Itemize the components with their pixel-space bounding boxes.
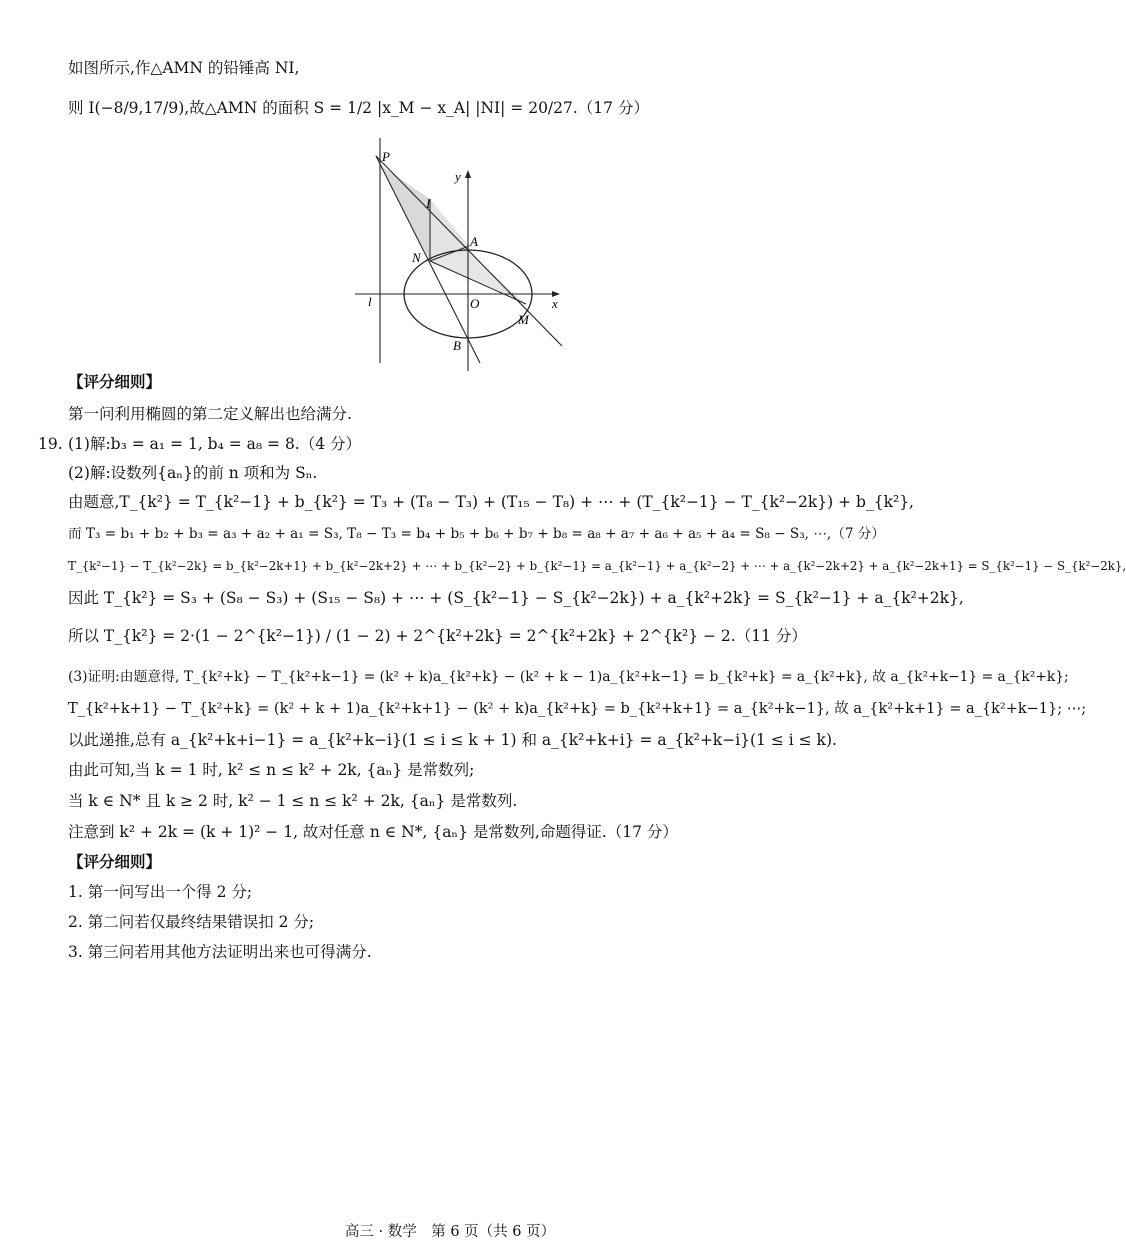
q19-part3-line5: 当 k ∈ N* 且 k ≥ 2 时, k² − 1 ≤ n ≤ k² + 2k, {aₙ} 是常数列. xyxy=(68,792,518,810)
q19-part2-line4: T_{k²−1} − T_{k²−2k} = b_{k²−2k+1} + b_{k²−2k+2} + ⋯ + b_{k²−2} + b_{k²−1} = a_{k²−1} + a_{k²−2} + ⋯ + a_{k²−2k+2} + a_{k²−2k+1} = S_{k²−1} − S_{k²−2k}, xyxy=(68,559,1126,573)
scoring-item-1: 1. 第一问写出一个得 2 分; xyxy=(68,883,253,901)
q19-part3-line4: 由此可知,当 k = 1 时, k² ≤ n ≤ k² + 2k, {aₙ} 是常数列; xyxy=(68,761,475,779)
q19-part3-line3: 以此递推,总有 a_{k²+k+i−1} = a_{k²+k−i}(1 ≤ i ≤ k + 1) 和 a_{k²+k+i} = a_{k²+k−i}(1 ≤ i ≤ k). xyxy=(68,731,837,749)
scoring-item-3: 3. 第三问若用其他方法证明出来也可得满分. xyxy=(68,943,372,961)
question-number: 19. xyxy=(38,435,63,453)
q19-part2-line2: 由题意,T_{k²} = T_{k²−1} + b_{k²} = T₃ + (T₈ − T₃) + (T₁₅ − T₈) + ⋯ + (T_{k²−1} − T_{k²−2k}) + b_{k²}, xyxy=(68,493,914,511)
q19-part2-line1: (2)解:设数列{aₙ}的前 n 项和为 Sₙ. xyxy=(68,464,318,482)
label-M: M xyxy=(518,312,529,327)
label-y: y xyxy=(455,169,461,184)
q19-part3-line1: (3)证明:由题意得, T_{k²+k} − T_{k²+k−1} = (k² + k)a_{k²+k} − (k² + k − 1)a_{k²+k−1} = b_{k²+k} = a_{k²+k}, 故 a_{k²+k−1} = a_{k²+k}; xyxy=(68,669,1069,685)
q19-part2-line3: 而 T₃ = b₁ + b₂ + b₃ = a₃ + a₂ + a₁ = S₃, T₈ − T₃ = b₄ + b₅ + b₆ + b₇ + b₈ = a₈ + a₇ + a₆ + a₅ + a₄ = S₈ − S₃, ⋯,（7 分） xyxy=(68,526,885,542)
q19-part2-line6: 所以 T_{k²} = 2·(1 − 2^{k²−1}) / (1 − 2) + 2^{k²+2k} = 2^{k²+2k} + 2^{k²} − 2.（11 分） xyxy=(68,627,807,645)
intro-line-1: 如图所示,作△AMN 的铅锤高 NI, xyxy=(68,59,300,77)
label-B: B xyxy=(453,338,461,353)
label-A: A xyxy=(470,234,478,249)
label-N: N xyxy=(412,250,421,265)
y-axis-arrow-icon xyxy=(465,170,471,178)
line-pm xyxy=(376,156,562,346)
ellipse-figure xyxy=(340,128,580,373)
scoring-heading-1: 【评分细则】 xyxy=(68,373,162,391)
scoring-heading-2: 【评分细则】 xyxy=(68,853,162,871)
q19-part2-line5: 因此 T_{k²} = S₃ + (S₈ − S₃) + (S₁₅ − S₈) + ⋯ + (S_{k²−1} − S_{k²−2k}) + a_{k²+2k} = S_{k²−1} + a_{k²+2k}, xyxy=(68,589,964,607)
intro-line-2: 则 I(−8/9,17/9),故△AMN 的面积 S = 1/2 |x_M − x_A| |NI| = 20/27.（17 分） xyxy=(68,99,649,117)
label-P: P xyxy=(382,149,390,164)
scoring-text-1: 第一问利用椭圆的第二定义解出也给满分. xyxy=(68,405,352,423)
q19-part1: (1)解:b₃ = a₁ = 1, b₄ = a₈ = 8.（4 分） xyxy=(68,435,362,453)
page-footer: 高三 · 数学 第 6 页（共 6 页） xyxy=(344,1224,556,1240)
q19-part3-line2: T_{k²+k+1} − T_{k²+k} = (k² + k + 1)a_{k²+k+1} − (k² + k)a_{k²+k} = b_{k²+k+1} = a_{k²+k−1}, 故 a_{k²+k+1} = a_{k²+k−1}; ⋯; xyxy=(68,701,1087,717)
label-O: O xyxy=(470,296,480,311)
label-I: I xyxy=(426,196,431,211)
label-l: l xyxy=(368,294,372,309)
label-x: x xyxy=(552,296,558,311)
q19-part3-line6: 注意到 k² + 2k = (k + 1)² − 1, 故对任意 n ∈ N*, {aₙ} 是常数列,命题得证.（17 分） xyxy=(68,823,678,841)
scoring-item-2: 2. 第二问若仅最终结果错误扣 2 分; xyxy=(68,913,315,931)
